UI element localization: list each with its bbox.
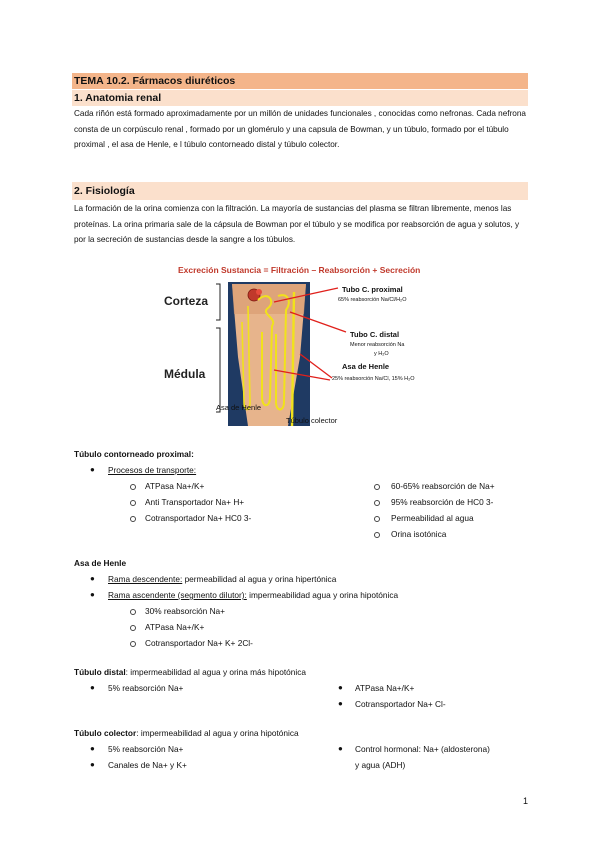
- bullet-dot: ●: [90, 465, 95, 474]
- distal-label: Túbulo distal: [74, 667, 126, 677]
- document-title: TEMA 10.2. Fármacos diuréticos: [74, 75, 236, 87]
- distal-right-item: ATPasa Na+/K+: [355, 683, 415, 693]
- distal-sub2: y H₂O: [374, 351, 389, 357]
- colector-left-item: 5% reabsorción Na+: [108, 744, 184, 754]
- bullet-dot: ●: [338, 699, 343, 708]
- proximal-heading: Túbulo contorneado proximal:: [74, 449, 194, 459]
- circle-bullet: [374, 484, 380, 490]
- distal-right-item: Cotransportador Na+ Cl-: [355, 699, 446, 709]
- circle-bullet: [130, 625, 136, 631]
- henle-sub: 25% reabsorción Na/Cl, 15% H₂O: [332, 376, 415, 382]
- proximal-right-item: Permeabilidad al agua: [391, 513, 474, 523]
- colector-left-item: Canales de Na+ y K+: [108, 760, 187, 770]
- henle-asc-label: Rama ascendente (segmento dilutor):: [108, 590, 247, 600]
- label-corteza: Corteza: [164, 294, 209, 308]
- colector-text: : impermeabilidad al agua y orina hipotónica: [136, 728, 299, 738]
- bullet-dot: ●: [338, 683, 343, 692]
- section2-paragraph: La formación de la orina comienza con la filtración. La mayoría de sustancias del plasma se filtran libremente, menos las proteínas. La orina primaria sale de la cápsula de Bowman por el túbulo y se modifica por reabsorción de agua y solutos, y por la secreción de sustancias desde la sangre a los túbulos.: [74, 204, 520, 244]
- section1-paragraph: Cada riñón está formado aproximadamente por un millón de unidades funcionales , conocidas como nefronas. Cada nefrona consta de un corpúsculo renal , formado por un glomérulo y una capsula de Bowman, y un túbulo, formado por el túbulo proximal , el asa de Henle, e l túbulo contorneado distal y túbulo colector.: [74, 109, 526, 149]
- proximal-right-item: Orina isotónica: [391, 529, 447, 539]
- page-number: 1: [522, 796, 528, 806]
- bullet-dot: ●: [338, 744, 343, 753]
- section1-heading: 1. Anatomia renal: [74, 92, 162, 104]
- proximal-bullet: Procesos de transporte:: [108, 465, 197, 475]
- section2-band: [72, 182, 528, 200]
- circle-bullet: [130, 609, 136, 615]
- proximal-left-item: Anti Transportador Na+ H+: [145, 497, 245, 507]
- bullet-dot: ●: [90, 744, 95, 753]
- section2-heading: 2. Fisiología: [74, 185, 135, 197]
- bullet-dot: ●: [90, 683, 95, 692]
- circle-bullet: [130, 500, 136, 506]
- henle-asc-text: impermeabilidad agua y orina hipotónica: [246, 590, 399, 600]
- bullet-dot: ●: [90, 590, 95, 599]
- colector-right-item-cont: y agua (ADH): [355, 760, 406, 770]
- figure-title: Excreción Sustancia = Filtración – Reabsorción + Secreción: [178, 265, 421, 275]
- circle-bullet: [130, 484, 136, 490]
- distal-sub1: Menor reabsorción Na: [350, 342, 405, 348]
- henle-desc-text: permeabilidad al agua y orina hipertónica: [182, 574, 337, 584]
- bullet-dot: ●: [90, 574, 95, 583]
- henle-heading: Asa de Henle: [74, 558, 127, 568]
- distal-heading: [74, 666, 306, 678]
- colector-label: Túbulo colector: [74, 728, 137, 738]
- proximal-right-item: 95% reabsorción de HC0 3-: [391, 497, 494, 507]
- colector-heading: [74, 727, 299, 739]
- proximal-sub: 65% reabsorción Na/Cl/H₂O: [338, 297, 407, 303]
- henle-ascending: [108, 589, 398, 601]
- proximal-title: Tubo C. proximal: [342, 285, 403, 294]
- proximal-left-item: ATPasa Na+/K+: [145, 481, 205, 491]
- asa-label: Asa de Henle: [216, 403, 262, 412]
- henle-item: Cotransportador Na+ K+ 2Cl-: [145, 638, 253, 648]
- circle-bullet: [130, 516, 136, 522]
- colector-right-item: Control hormonal: Na+ (aldosterona): [355, 744, 490, 754]
- circle-bullet: [374, 500, 380, 506]
- henle-descending: [108, 573, 336, 585]
- bullet-dot: ●: [90, 760, 95, 769]
- proximal-right-item: 60-65% reabsorción de Na+: [391, 481, 495, 491]
- henle-item: 30% reabsorción Na+: [145, 606, 226, 616]
- circle-bullet: [374, 516, 380, 522]
- colector-label: Túbulo colector: [286, 416, 338, 425]
- henle-item: ATPasa Na+/K+: [145, 622, 205, 632]
- circle-bullet: [130, 641, 136, 647]
- henle-title: Asa de Henle: [342, 362, 390, 371]
- circle-bullet: [374, 532, 380, 538]
- distal-title: Tubo C. distal: [350, 330, 400, 339]
- henle-desc-label: Rama descendente:: [108, 574, 183, 584]
- distal-left-item: 5% reabsorción Na+: [108, 683, 184, 693]
- distal-text: : impermeabilidad al agua y orina más hipotónica: [125, 667, 306, 677]
- nephron-figure: [150, 262, 470, 430]
- proximal-left-item: Cotransportador Na+ HC0 3-: [145, 513, 252, 523]
- label-medula: Médula: [164, 367, 206, 381]
